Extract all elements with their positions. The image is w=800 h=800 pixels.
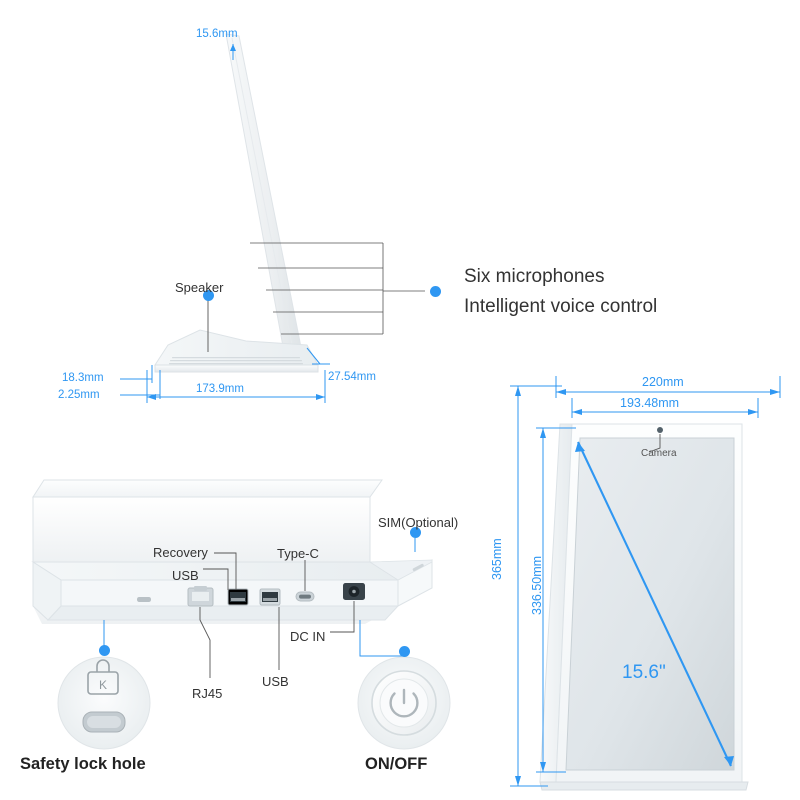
label-camera: Camera xyxy=(641,448,677,459)
label-base-depth: 27.54mm xyxy=(328,371,376,383)
label-usb-bottom: USB xyxy=(262,674,289,689)
label-screen-width: 193.48mm xyxy=(620,396,680,410)
label-outer-width: 220mm xyxy=(642,375,684,389)
label-recovery: Recovery xyxy=(153,545,208,560)
label-base-front-lip: 2.25mm xyxy=(58,389,100,401)
callout-dot-microphones xyxy=(430,286,441,297)
label-six-microphones: Six microphones xyxy=(464,266,605,287)
label-safety-lock-hole: Safety lock hole xyxy=(20,755,146,773)
label-intelligent-voice-control: Intelligent voice control xyxy=(464,296,658,317)
label-sim-optional: SIM(Optional) xyxy=(378,515,459,530)
label-screen-diagonal: 15.6" xyxy=(622,662,666,683)
label-screen-height xyxy=(530,556,544,615)
label-top-stand-height: 15.6mm xyxy=(196,28,238,40)
label-rj45: RJ45 xyxy=(192,686,223,701)
label-base-width: 173.9mm xyxy=(196,383,244,395)
label-speaker: Speaker xyxy=(175,280,224,295)
label-outer-height-text: 365mm xyxy=(490,538,504,580)
label-outer-height xyxy=(490,538,504,580)
label-base-thickness: 18.3mm xyxy=(62,372,104,384)
label-type-c: Type-C xyxy=(277,546,319,561)
callout-dot-safety-lock xyxy=(99,645,110,656)
callout-dot-onoff xyxy=(399,646,410,657)
svg-text:K: K xyxy=(98,678,108,692)
label-usb-left: USB xyxy=(172,568,199,583)
label-screen-height-text: 336.50mm xyxy=(530,555,544,615)
label-dc-in: DC IN xyxy=(290,629,326,644)
label-on-off: ON/OFF xyxy=(365,755,428,773)
